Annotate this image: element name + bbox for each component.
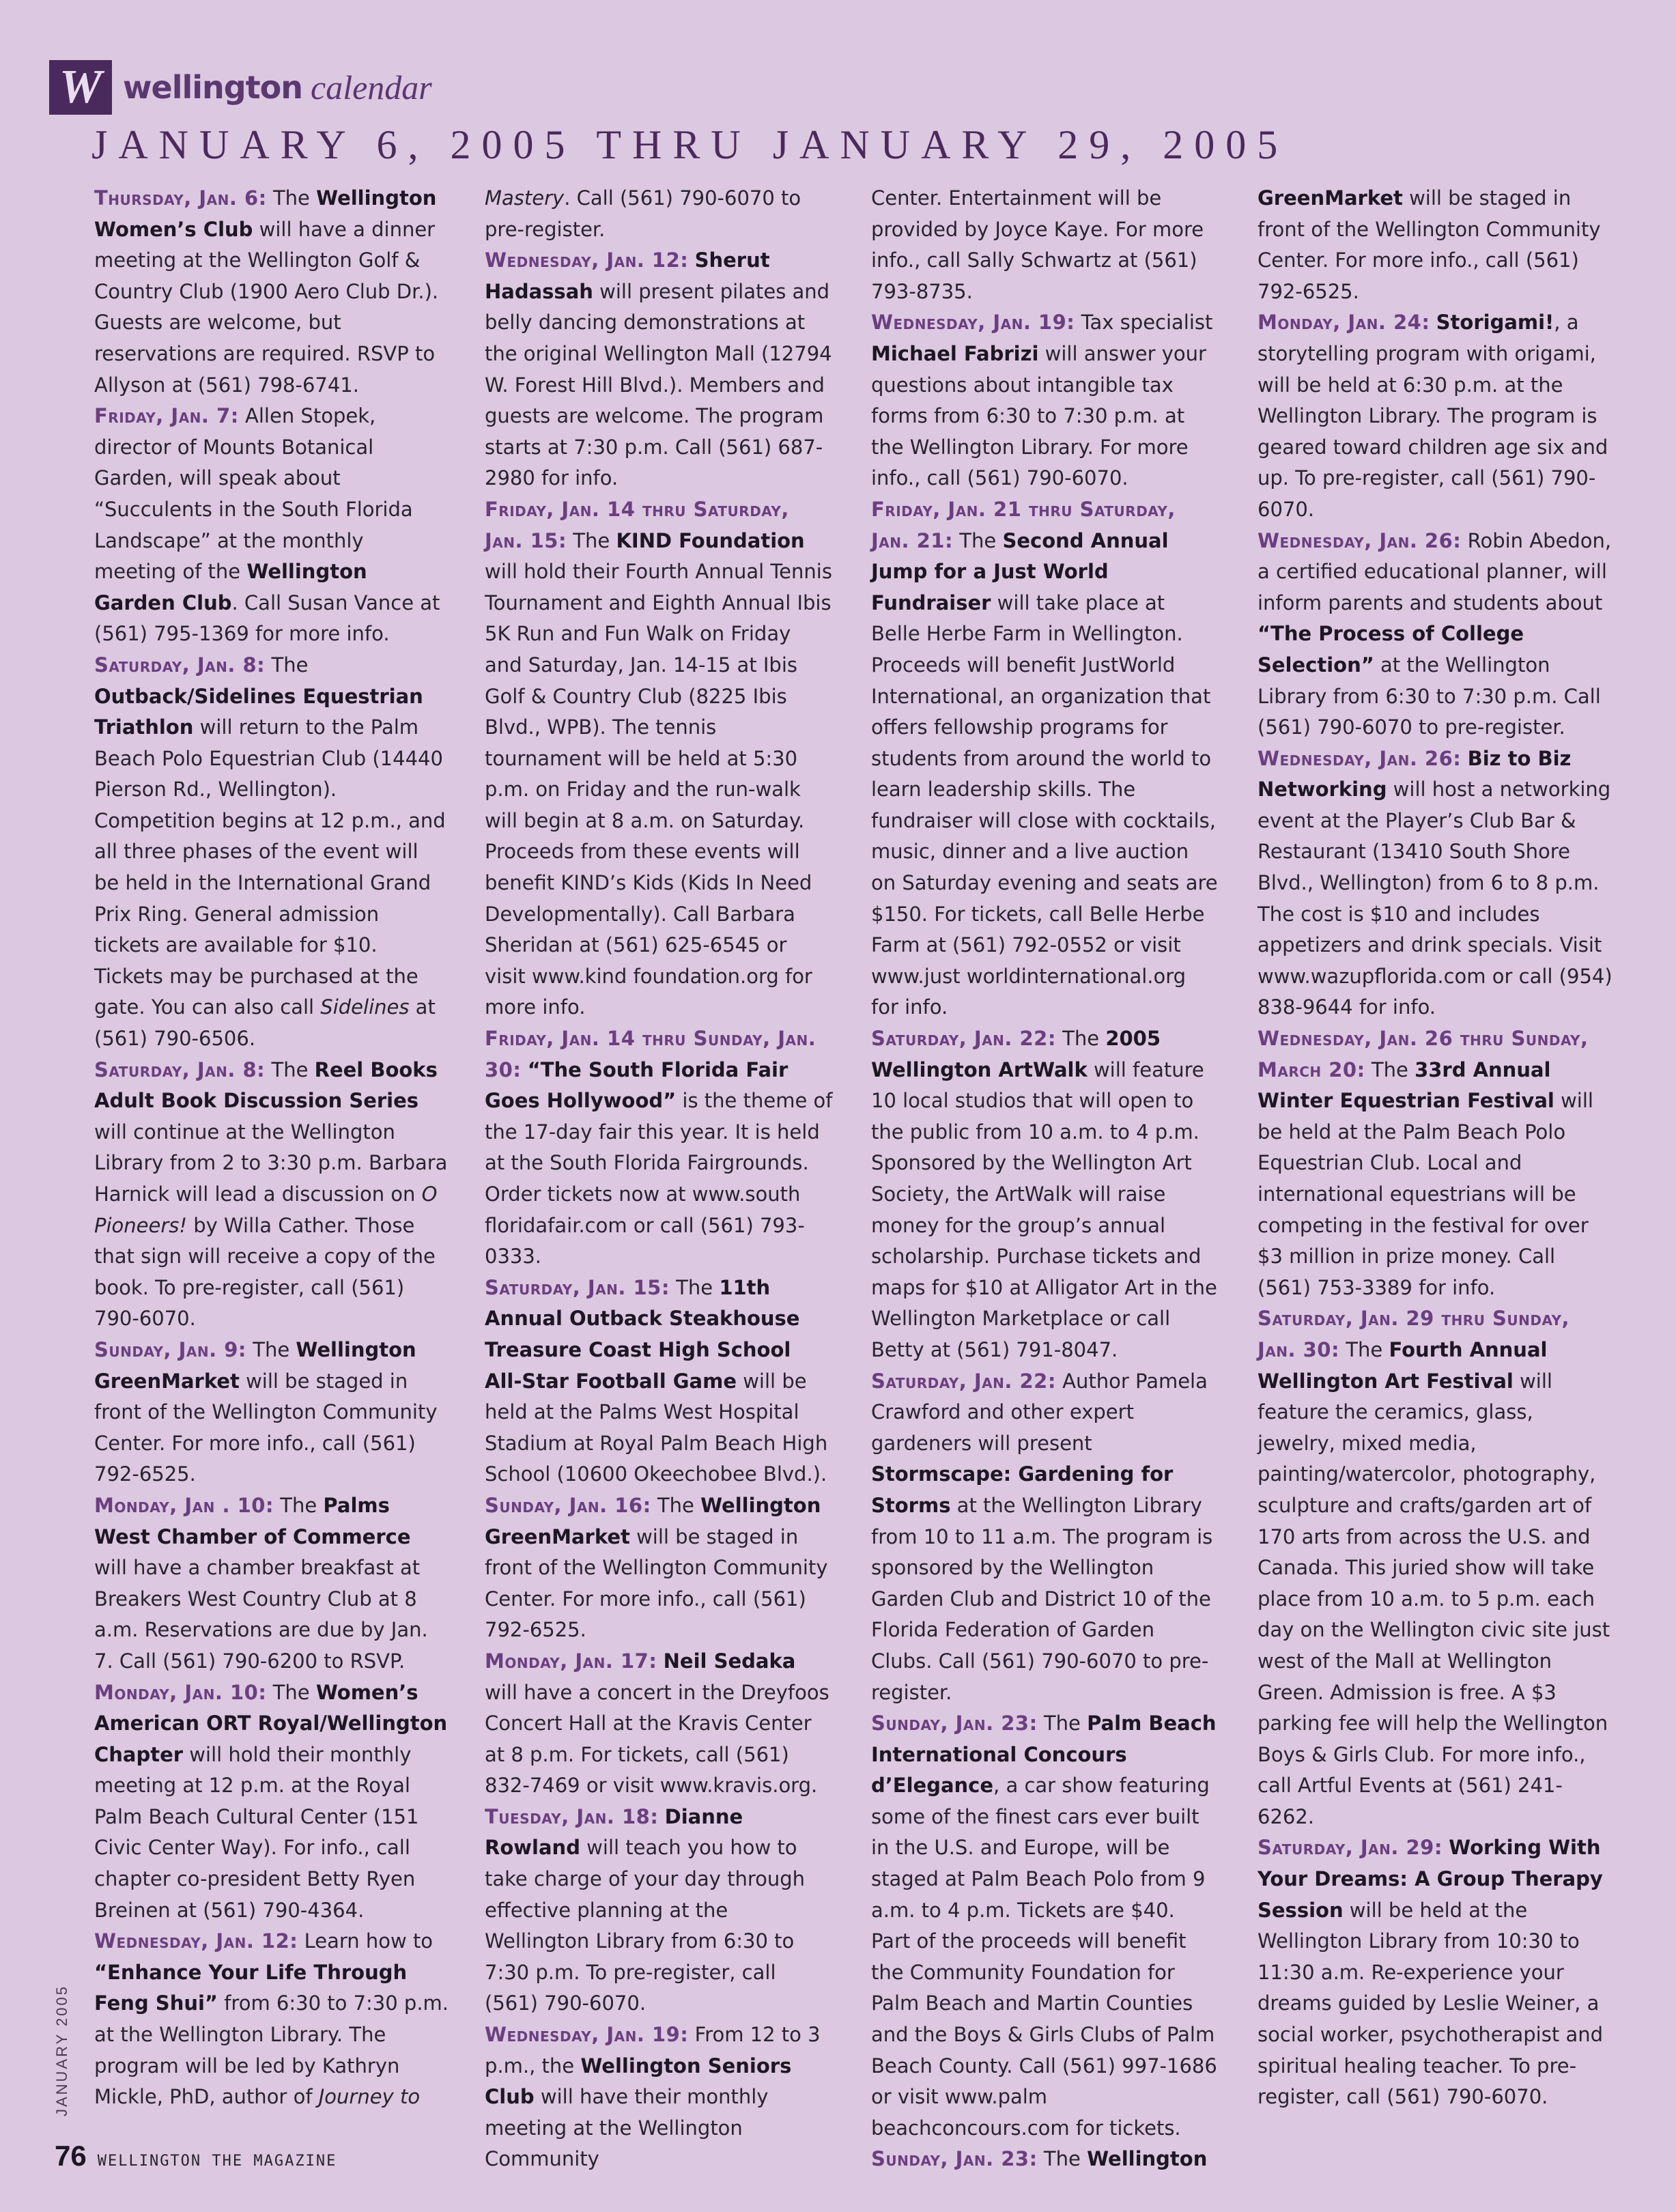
calendar-entry bbox=[485, 183, 833, 245]
calendar-entry bbox=[871, 2144, 1219, 2175]
entry-text bbox=[1461, 747, 1467, 770]
event-name: 11th Annual Outback Steakhouse Treasure Coast High School All-Star Football Game bbox=[485, 1275, 800, 1393]
calendar-entry bbox=[485, 1490, 833, 1646]
entry-date: Saturday, Jan. 8: bbox=[94, 653, 266, 677]
calendar-column-2 bbox=[485, 183, 833, 2175]
entry-text bbox=[657, 1649, 663, 1673]
calendar-entry bbox=[1258, 1023, 1613, 1303]
calendar-entry bbox=[94, 1490, 449, 1677]
entry-text: Sidelines bbox=[320, 995, 410, 1019]
event-name: Michael Fabrizi bbox=[871, 341, 1039, 365]
entry-date: Wednesday, Jan. 19: bbox=[871, 311, 1075, 335]
event-name: Stormscape: Gardening for Storms bbox=[871, 1462, 1174, 1517]
calendar-entry bbox=[871, 494, 1219, 1023]
entry-text bbox=[521, 1058, 527, 1081]
calendar-entry bbox=[871, 307, 1219, 494]
entry-date: Monday, Jan. 17: bbox=[485, 1649, 657, 1673]
entry-text: at (561) 790-6506. bbox=[94, 995, 436, 1051]
entry-text: . Call (561) 790-6070 to pre-register. bbox=[485, 186, 801, 241]
calendar-entry bbox=[871, 1708, 1219, 2144]
entry-date: Saturday, Jan. 8: bbox=[94, 1058, 266, 1081]
event-name: Wellington Garden Club bbox=[94, 560, 367, 614]
entry-text: will feature 10 local studios that will open to the public from 10 a.m. to 4 p.m. Sponsored by the Wellington Art Society, the ArtWalk will raise money for the group’s annual scholarship. Purchase tickets and maps for $10 at Alligator Art in the Wellington Marketplace or call Betty at (561) 791-8047. bbox=[871, 1058, 1217, 1361]
entry-text: Robin Abedon, a certified educational planner, will inform parents and students about bbox=[1258, 528, 1612, 614]
entry-text: . Call Susan Vance at (561) 795-1369 for more info. bbox=[94, 591, 440, 646]
event-name: Reel Books Adult Book Discussion Series bbox=[94, 1058, 438, 1113]
calendar-column-1 bbox=[94, 183, 449, 2113]
event-name: “Enhance Your Life Through Feng Shui” bbox=[94, 1960, 408, 2015]
entry-text: , a storytelling program with origami, will be held at 6:30 p.m. at the Wellington Library. The program is geared toward children age six and up. To pre-register, call (561) 790-6070. bbox=[1258, 311, 1608, 521]
calendar-entry bbox=[485, 1646, 833, 1802]
event-name: Neil Sedaka bbox=[663, 1649, 796, 1673]
entry-text: will be held at the Palms West Hospital Stadium at Royal Palm Beach High School (10600 Okeechobee Blvd.). bbox=[485, 1369, 828, 1486]
entry-date: Wednesday, Jan. 26 thru Sunday, March 20: bbox=[1258, 1027, 1589, 1081]
entry-text: will be staged in front of the Wellington Community Center. For more info., call (561) 792-6525. bbox=[94, 1369, 438, 1486]
entry-date: Wednesday, Jan. 19: bbox=[485, 2023, 689, 2047]
entry-text: The bbox=[1037, 1712, 1088, 1735]
entry-text: will answer your questions about intangible tax forms from 6:30 to 7:30 p.m. at the Wellington Library. For more info., call (561) 790-6070. bbox=[871, 341, 1206, 490]
entry-date: Monday, Jan . 10: bbox=[94, 1493, 274, 1517]
page-number: 76 bbox=[55, 2140, 87, 2172]
event-name: 33rd Annual Winter Equestrian Festival bbox=[1258, 1058, 1554, 1113]
entry-date: Monday, Jan. 24: bbox=[1258, 311, 1430, 335]
entry-text: will return to the Palm Beach Polo Equestrian Club (14440 Pierson Rd., Wellington). Competition begins at 12 p.m., and all three phases of the event will be held in the International Grand Prix Ring. General admission tickets are available for $10. Tickets may be purchased at the gate. You can also call bbox=[94, 715, 446, 1019]
entry-text: will have a concert in the Dreyfoos Concert Hall at the Kravis Center at 8 p.m. For tickets, call (561) 832-7469 or visit www.kravis.org. bbox=[485, 1680, 829, 1798]
entry-text: will take place at Belle Herbe Farm in Wellington. Proceeds will benefit JustWorld International, an organization that offers fellowship programs for students from around the world to learn leadership skills. The fundraiser will close with cocktails, music, dinner and a live auction on Saturday evening and seats are $150. For tickets, call Belle Herbe Farm at (561) 792-0552 or visit www.just worldinternational.org for info. bbox=[871, 591, 1218, 1019]
calendar-entry bbox=[94, 1677, 449, 1927]
event-name: KIND Foundation bbox=[616, 528, 805, 552]
entry-date: Saturday, Jan. 29 thru Sunday, Jan. 30: bbox=[1258, 1307, 1570, 1361]
entry-date: Friday, Jan. 21 thru Saturday, Jan. 21: bbox=[871, 497, 1176, 552]
entry-text: The bbox=[266, 186, 317, 210]
entry-date: Sunday, Jan. 23: bbox=[871, 2147, 1038, 2171]
entry-text: The bbox=[953, 528, 1003, 552]
calendar-entry bbox=[485, 1273, 833, 1490]
entry-text: will be held at the Palm Beach Polo Equestrian Club. Local and international equestrians will be competing in the festival for over $3 million in prize money. Call (561) 753-3389 for info. bbox=[1258, 1089, 1593, 1299]
entry-text: From 12 to 3 p.m., the bbox=[485, 2023, 821, 2078]
calendar-entry bbox=[94, 650, 449, 1055]
entry-text bbox=[1443, 1836, 1449, 1859]
event-name: Dianne Rowland bbox=[485, 1804, 743, 1860]
entry-text: The bbox=[1037, 2147, 1088, 2171]
entry-text: Allen Stopek, director of Mounts Botanical Garden, will speak about “Succulents in the South Florida Landscape” at the monthly meeting of the bbox=[94, 404, 413, 584]
calendar-entry bbox=[871, 183, 1219, 307]
event-name: Working With Your Dreams: A Group Therapy Session bbox=[1258, 1836, 1603, 1922]
calendar-entry bbox=[94, 1055, 449, 1335]
date-range-heading: JANUARY 6, 2005 THRU JANUARY 29, 2005 bbox=[91, 122, 1289, 167]
entry-text: will be held at the Wellington Library from 10:30 to 11:30 a.m. Re-experience your dreams guided by Leslie Weiner, a social worker, psychotherapist and spiritual healing teacher. To pre-register, call (561) 790-6070. bbox=[1258, 1898, 1603, 2109]
entry-text bbox=[688, 249, 694, 272]
magazine-name: WELLINGTON THE MAGAZINE bbox=[97, 2153, 337, 2170]
calendar-entry bbox=[94, 1335, 449, 1490]
entry-text: will feature the ceramics, glass, jewelry, mixed media, painting/watercolor, photography, sculpture and crafts/garden art of 170 arts from across the U.S. and Canada. This juried show will take place from 10 a.m. to 5 p.m. each day on the Wellington civic site just west of the Mall at Wellington Green. Admission is free. A $3 parking fee will help the Wellington Boys & Girls Club. For more info., call Artful Events at (561) 241-6262. bbox=[1258, 1369, 1610, 1828]
entry-text: The bbox=[567, 528, 616, 552]
entry-text: at the Wellington Library from 10 to 11 a.m. The program is sponsored by the Wellington Garden Club and District 10 of the Florida Federation of Garden Clubs. Call (561) 790-6070 to pre-register. bbox=[871, 1493, 1213, 1704]
entry-text: will present pilates and belly dancing demonstrations at the original Wellington Mall (12794 W. Forest Hill Blvd.). Members and guests are welcome. The program starts at 7:30 p.m. Call (561) 687-2980 for info. bbox=[485, 279, 832, 490]
entry-text: is the theme of the 17-day fair this year. It is held at the South Florida Fairgrounds. Order tickets now at www.south floridafair.com or call (561) 793-0333. bbox=[485, 1089, 833, 1268]
entry-text: from 6:30 to 7:30 p.m. at the Wellington Library. The program will be led by Kathryn Mickle, PhD, author of bbox=[94, 1991, 449, 2109]
event-name: Outback/Sidelines Equestrian Triathlon bbox=[94, 684, 423, 739]
entry-text bbox=[1430, 311, 1436, 334]
entry-text: Journey to bbox=[318, 2085, 421, 2109]
entry-date: Tuesday, Jan. 18: bbox=[485, 1804, 659, 1828]
event-name: “The Process of College Selection” bbox=[1258, 622, 1524, 677]
entry-text: will host a networking event at the Player’s Club Bar & Restaurant (13410 South Shore Blvd., Wellington) from 6 to 8 p.m. The cost is $10 and includes appetizers and drink specials. Visit www.wazupflorida.com or call (954) 838-9644 for info. bbox=[1258, 778, 1613, 1019]
calendar-entry bbox=[1258, 183, 1613, 307]
event-name: Storigami! bbox=[1436, 311, 1554, 335]
entry-date: Thursday, Jan. 6: bbox=[94, 186, 267, 210]
entry-date: Monday, Jan. 10: bbox=[94, 1680, 267, 1704]
entry-text: will have a chamber breakfast at Breakers West Country Club at 8 a.m. Reservations are due by Jan. 7. Call (561) 790-6200 to RSVP. bbox=[94, 1556, 428, 1673]
entry-text: The bbox=[669, 1275, 720, 1299]
section-subtitle: calendar bbox=[311, 68, 432, 107]
entry-text: will be staged in front of the Wellington Community Center. For more info., call (561) 792-6525. bbox=[1258, 186, 1601, 303]
side-issue-date: JANUARY 2005 bbox=[53, 1985, 70, 2116]
entry-text: Tax specialist bbox=[1075, 311, 1213, 335]
entry-text: The bbox=[651, 1493, 701, 1517]
entry-date: Saturday, Jan. 15: bbox=[485, 1275, 670, 1299]
event-name: Wellington GreenMarket bbox=[94, 1337, 416, 1393]
entry-text: The bbox=[266, 1680, 316, 1704]
calendar-entry bbox=[1258, 1303, 1613, 1832]
entry-date: Saturday, Jan. 29: bbox=[1258, 1836, 1443, 1860]
entry-text: Author Pamela Crawford and other expert gardeners will present bbox=[871, 1369, 1208, 1455]
event-name: Sherut Hadassah bbox=[485, 249, 770, 303]
calendar-entry bbox=[871, 1023, 1219, 1366]
entry-text: Mastery bbox=[485, 186, 565, 210]
entry-text: will continue at the Wellington Library from 2 to 3:30 p.m. Barbara Harnick will lead a discussion on bbox=[94, 1120, 448, 1206]
entry-date: Friday, Jan. 14 thru Sunday, Jan. 30: bbox=[485, 1027, 816, 1081]
calendar-entry bbox=[1258, 1832, 1613, 2112]
calendar-entry bbox=[485, 1802, 833, 2019]
entry-text: will have a dinner meeting at the Wellington Golf & Country Club (1900 Aero Club Dr.). Guests are welcome, but reservations are required. RSVP to Allyson at (561) 798-6741. bbox=[94, 217, 439, 397]
entry-text: at the Wellington Library from 6:30 to 7:30 p.m. Call (561) 790-6070 to pre-register. bbox=[1258, 653, 1601, 739]
calendar-entry bbox=[94, 401, 449, 650]
calendar-entry bbox=[1258, 526, 1613, 743]
entry-date: Friday, Jan. 14 thru Saturday, Jan. 15: bbox=[485, 497, 789, 552]
entry-text: The bbox=[265, 653, 309, 677]
entry-text: will be staged in front of the Wellington Community Center. For more info., call (561) 792-6525. bbox=[485, 1525, 828, 1642]
calendar-entry bbox=[1258, 743, 1613, 1023]
event-name: Wellington GreenMarket bbox=[485, 1493, 821, 1548]
event-name: Wellington Women’s Club bbox=[94, 186, 437, 241]
calendar-entry bbox=[485, 2019, 833, 2175]
entry-date: Saturday, Jan. 22: bbox=[871, 1027, 1056, 1051]
calendar-entry bbox=[1258, 307, 1613, 525]
entry-text: will hold their Fourth Annual Tennis Tournament and Eighth Annual Ibis 5K Run and Fun Walk on Friday and Saturday, Jan. 14-15 at Ibis Golf & Country Club (8225 Ibis Blvd., WPB). The tennis tournament will be held at 5:30 p.m. on Friday and the run-walk will begin at 8 a.m. on Saturday. Proceeds from these events will benefit KIND’s Kids (Kids In Need Developmentally). Call Barbara Sheridan at (561) 625-6545 or visit www.kind foundation.org for more info. bbox=[485, 560, 832, 1019]
event-name: Wellington Seniors Club bbox=[485, 2054, 792, 2109]
event-name: Palm Beach International Concours d’Elegance bbox=[871, 1712, 1217, 1798]
event-name: Fourth Annual Wellington Art Festival bbox=[1258, 1337, 1548, 1393]
entry-date: Sunday, Jan. 23: bbox=[871, 1712, 1038, 1735]
masthead bbox=[49, 60, 432, 115]
entry-date: Friday, Jan. 7: bbox=[94, 404, 239, 428]
calendar-entry bbox=[871, 1366, 1219, 1709]
entry-date: Wednesday, Jan. 26: bbox=[1258, 528, 1462, 552]
event-name: 2005 Wellington ArtWalk bbox=[871, 1027, 1161, 1081]
entry-text: will have their monthly meeting at the Wellington Community bbox=[485, 2085, 769, 2171]
entry-text: The bbox=[1339, 1337, 1389, 1361]
calendar-entry bbox=[485, 1023, 833, 1273]
entry-text: by Willa Cather. Those that sign will receive a copy of the book. To pre-register, call (561) 790-6070. bbox=[94, 1213, 436, 1331]
entry-text: Learn how to bbox=[298, 1929, 434, 1953]
section-name: wellington bbox=[123, 69, 303, 106]
event-name: Second Annual Jump for a Just World Fundraiser bbox=[871, 528, 1169, 614]
calendar-entry bbox=[94, 183, 449, 401]
calendar-column-4 bbox=[1258, 183, 1613, 2113]
entry-date: Sunday, Jan. 16: bbox=[485, 1493, 651, 1517]
entry-text: , a car show featuring some of the finest cars ever built in the U.S. and Europe, will be staged at Palm Beach Polo from 9 a.m. to 4 p.m. Tickets are $40. Part of the proceeds will benefit the Community Foundation for Palm Beach and Martin Counties and the Boys & Girls Clubs of Palm Beach County. Call (561) 997-1686 or visit www.palm beachconcours.com for tickets. bbox=[871, 1774, 1217, 2140]
entry-text: Center. Entertainment will be provided by Joyce Kaye. For more info., call Sally Schwartz at (561) 793-8735. bbox=[871, 186, 1204, 303]
entry-text: The bbox=[274, 1493, 324, 1517]
event-name: Women’s American ORT Royal/Wellington Chapter bbox=[94, 1680, 448, 1766]
entry-text: will teach you how to take charge of your day through effective planning at the Wellington Library from 6:30 to 7:30 p.m. To pre-register, call (561) 790-6070. bbox=[485, 1836, 806, 2015]
wellington-logo: W bbox=[49, 60, 112, 115]
event-name: Biz to Biz Networking bbox=[1258, 746, 1572, 802]
entry-date: Saturday, Jan. 22: bbox=[871, 1369, 1056, 1393]
event-name: GreenMarket bbox=[1258, 186, 1403, 210]
entry-text: The bbox=[246, 1337, 296, 1361]
event-name: Wellington bbox=[1087, 2147, 1208, 2171]
calendar-entry bbox=[94, 1926, 449, 2113]
entry-text: O Pioneers! bbox=[94, 1182, 438, 1237]
calendar-entry bbox=[485, 245, 833, 494]
entry-date: Sunday, Jan. 9: bbox=[94, 1337, 247, 1361]
calendar-column-3 bbox=[871, 183, 1219, 2175]
entry-date: Wednesday, Jan. 12: bbox=[485, 249, 689, 272]
entry-date: Wednesday, Jan. 26: bbox=[1258, 746, 1462, 770]
entry-text: The bbox=[1055, 1027, 1106, 1051]
page-footer bbox=[55, 2140, 337, 2172]
calendar-entry bbox=[485, 494, 833, 1023]
entry-text: The bbox=[1365, 1058, 1415, 1081]
entry-text: The bbox=[265, 1058, 315, 1081]
event-name: Palms West Chamber of Commerce bbox=[94, 1493, 411, 1548]
entry-date: Wednesday, Jan. 12: bbox=[94, 1929, 298, 1953]
entry-text bbox=[658, 1805, 664, 1828]
entry-text: will hold their monthly meeting at 12 p.m. at the Royal Palm Beach Cultural Center (151 Civic Center Way). For info., call chapter co-president Betty Ryen Breinen at (561) 790-4364. bbox=[94, 1742, 419, 1922]
event-name: “The South Florida Fair Goes Hollywood” bbox=[485, 1058, 789, 1113]
